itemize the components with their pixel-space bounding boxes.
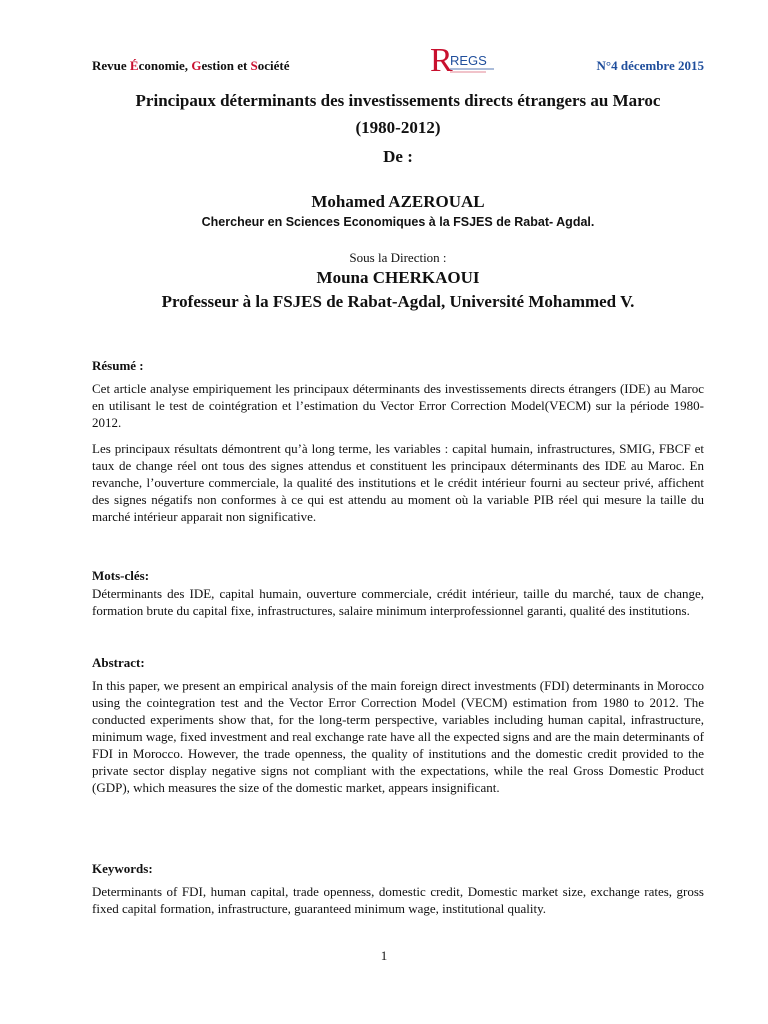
- regs-logo: [426, 38, 516, 82]
- abstract-heading: Abstract:: [92, 655, 145, 670]
- resume-paragraph-1: Cet article analyse empiriquement les principaux déterminants des investissements directs étrangers (IDE) au Maroc en utilisant le test de cointégration et l’estimation du Vector Error Correction Model(VECM) sur la période 1980-2012.: [92, 381, 704, 430]
- article-title: [92, 87, 704, 141]
- resume-paragraph-2: Les principaux résultats démontrent qu’à long terme, les variables : capital humain, infrastructures, SMIG, FBCF et taux de change réel ont tous des signes attendus et constituent les principaux déterminants des IDE au Maroc. En revanche, l’ouverture commerciale, la qualité des institutions et le crédit intérieur fourni au secteur privé, affichent des signes négatifs non conformes à ce qui est attendu au moment où la variable PIB réel qui mesure la taille du marché intérieur apparait non significative.: [92, 441, 704, 524]
- page-number: 1: [380, 948, 388, 963]
- journal-header: [92, 42, 704, 86]
- author-affiliation: Chercheur en Sciences Economiques à la FSJES de Rabat- Agdal.: [201, 215, 595, 229]
- keywords-text: Determinants of FDI, human capital, trade openness, domestic credit, Domestic market size, exchange rates, gross fixed capital formation, infrastructure, guaranteed minimum wage, institutional quality.: [92, 884, 704, 916]
- supervisor-role: Professeur à la FSJES de Rabat-Agdal, Université Mohammed V.: [161, 292, 635, 311]
- logo-text: REGS: [450, 53, 487, 68]
- motscles-text: Déterminants des IDE, capital humain, ouverture commerciale, crédit intérieur, taille du marché, taux de change, formation brute du capital fixe, infrastructures, salaire minimum interprofessionnel garanti, qualité des institutions.: [92, 586, 704, 618]
- keywords-heading: Keywords:: [92, 861, 153, 876]
- supervisor-block: [92, 266, 704, 314]
- supervision-label: Sous la Direction :: [349, 250, 447, 265]
- title-de: De :: [383, 147, 413, 166]
- resume-heading: Résumé :: [92, 358, 144, 373]
- supervisor-name: Mouna CHERKAOUI: [316, 268, 480, 287]
- svg-text:R: R: [430, 42, 453, 79]
- journal-name: Revue Économie, Gestion et Société: [92, 58, 290, 73]
- issue-number: N°4 décembre 2015: [596, 58, 704, 73]
- abstract-text: In this paper, we present an empirical analysis of the main foreign direct investments (FDI) determinants in Morocco using the cointegration test and the Vector Error Correction Model (VECM) estimation from 1980 to 2012. The conducted experiments show that, for the long-term perspective, variables including human capital, infrastructure, minimum wage, fixed investment and real exchange rate have all the expected signs and are the main determinants of FDI in Morocco. However, the trade openness, the quality of institutions and the domestic credit provided to the private sector display negative signs not compliant with the expectations, while the real Gross Domestic Product (GDP), which measures the size of the domestic market, appears insignificant.: [92, 678, 704, 795]
- title-line-2: (1980-2012): [355, 118, 441, 137]
- journal-initial-s: S: [250, 58, 258, 73]
- journal-initial-g: G: [191, 58, 202, 73]
- journal-initial-e: É: [129, 58, 139, 73]
- title-line-1: Principaux déterminants des investissements directs étrangers au Maroc: [135, 91, 661, 110]
- author-name: Mohamed AZEROUAL: [311, 192, 485, 211]
- motscles-heading: Mots-clés:: [92, 568, 150, 583]
